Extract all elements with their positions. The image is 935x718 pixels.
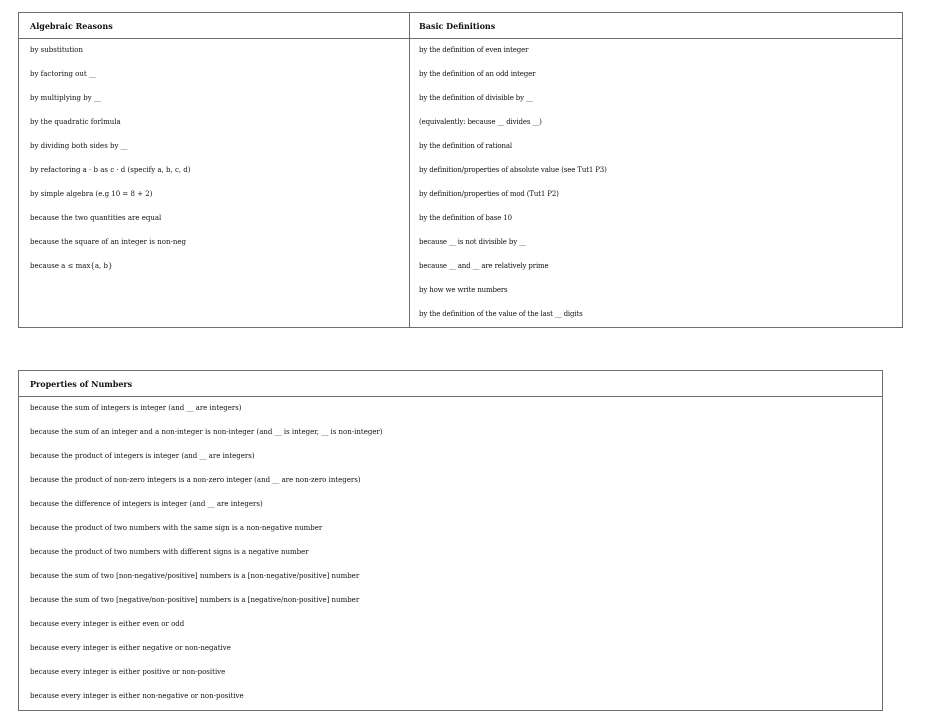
properties-of-numbers-table (18, 370, 883, 711)
table-row: by the definition of divisible by __ (419, 94, 533, 102)
table-row: because the sum of an integer and a non-integer is non-integer (and __ is integer, __ is non-integer) (30, 428, 383, 436)
table-row: because the two quantities are equal (30, 214, 162, 222)
basic-definitions-header: Basic Definitions (409, 13, 902, 39)
table-row: because every integer is either non-negative or non-positive (30, 692, 244, 700)
table-row: by dividing both sides by __ (30, 142, 128, 150)
table-row: by the definition of the value of the last __ digits (419, 310, 583, 318)
algebraic-reasons-column (19, 13, 410, 327)
table-row: by the definition of base 10 (419, 214, 512, 222)
table-row: because every integer is either negative or non-negative (30, 644, 231, 652)
table-row: by the definition of rational (419, 142, 512, 150)
table-row: because the square of an integer is non-neg (30, 238, 186, 246)
table-row: by the quadratic forlmula (30, 118, 121, 126)
table-row: because every integer is either positive or non-positive (30, 668, 226, 676)
table-row: by how we write numbers (419, 286, 508, 294)
table-row: because the difference of integers is integer (and __ are integers) (30, 500, 263, 508)
table-row: by the definition of even integer (419, 46, 529, 54)
table-row: by simple algebra (e.g 10 = 8 + 2) (30, 190, 153, 198)
table-row: by refactoring a · b as c · d (specify a, b, c, d) (30, 166, 191, 174)
table-row: because __ and __ are relatively prime (419, 262, 549, 270)
table-row: by multiplying by __ (30, 94, 101, 102)
table-row: because a ≤ max{a, b} (30, 262, 113, 270)
basic-definitions-column (409, 13, 902, 327)
table-row: because every integer is either even or odd (30, 620, 185, 628)
properties-of-numbers-header: Properties of Numbers (19, 371, 882, 397)
table-row: because __ is not divisible by __ (419, 238, 526, 246)
table-row: because the sum of two [negative/non-positive] numbers is a [negative/non-positive] number (30, 596, 360, 604)
table-row: because the product of two numbers with the same sign is a non-negative number (30, 524, 323, 532)
table-row: because the sum of two [non-negative/positive] numbers is a [non-negative/positive] number (30, 572, 360, 580)
table-row: because the product of two numbers with different signs is a negative number (30, 548, 309, 556)
reasons-table (18, 12, 903, 328)
table-row: by factoring out __ (30, 70, 96, 78)
table-row: because the product of integers is integer (and __ are integers) (30, 452, 255, 460)
table-row: by substitution (30, 46, 83, 54)
table-row: because the sum of integers is integer (and __ are integers) (30, 404, 242, 412)
table-row: because the product of non-zero integers is a non-zero integer (and __ are non-zero integers) (30, 476, 361, 484)
table-row: by definition/properties of mod (Tut1 P2) (419, 190, 559, 198)
table-row: by definition/properties of absolute value (see Tut1 P3) (419, 166, 607, 174)
table-row: (equivalently: because __ divides __) (419, 118, 542, 126)
table-row: by the definition of an odd integer (419, 70, 536, 78)
algebraic-reasons-header: Algebraic Reasons (19, 13, 409, 39)
